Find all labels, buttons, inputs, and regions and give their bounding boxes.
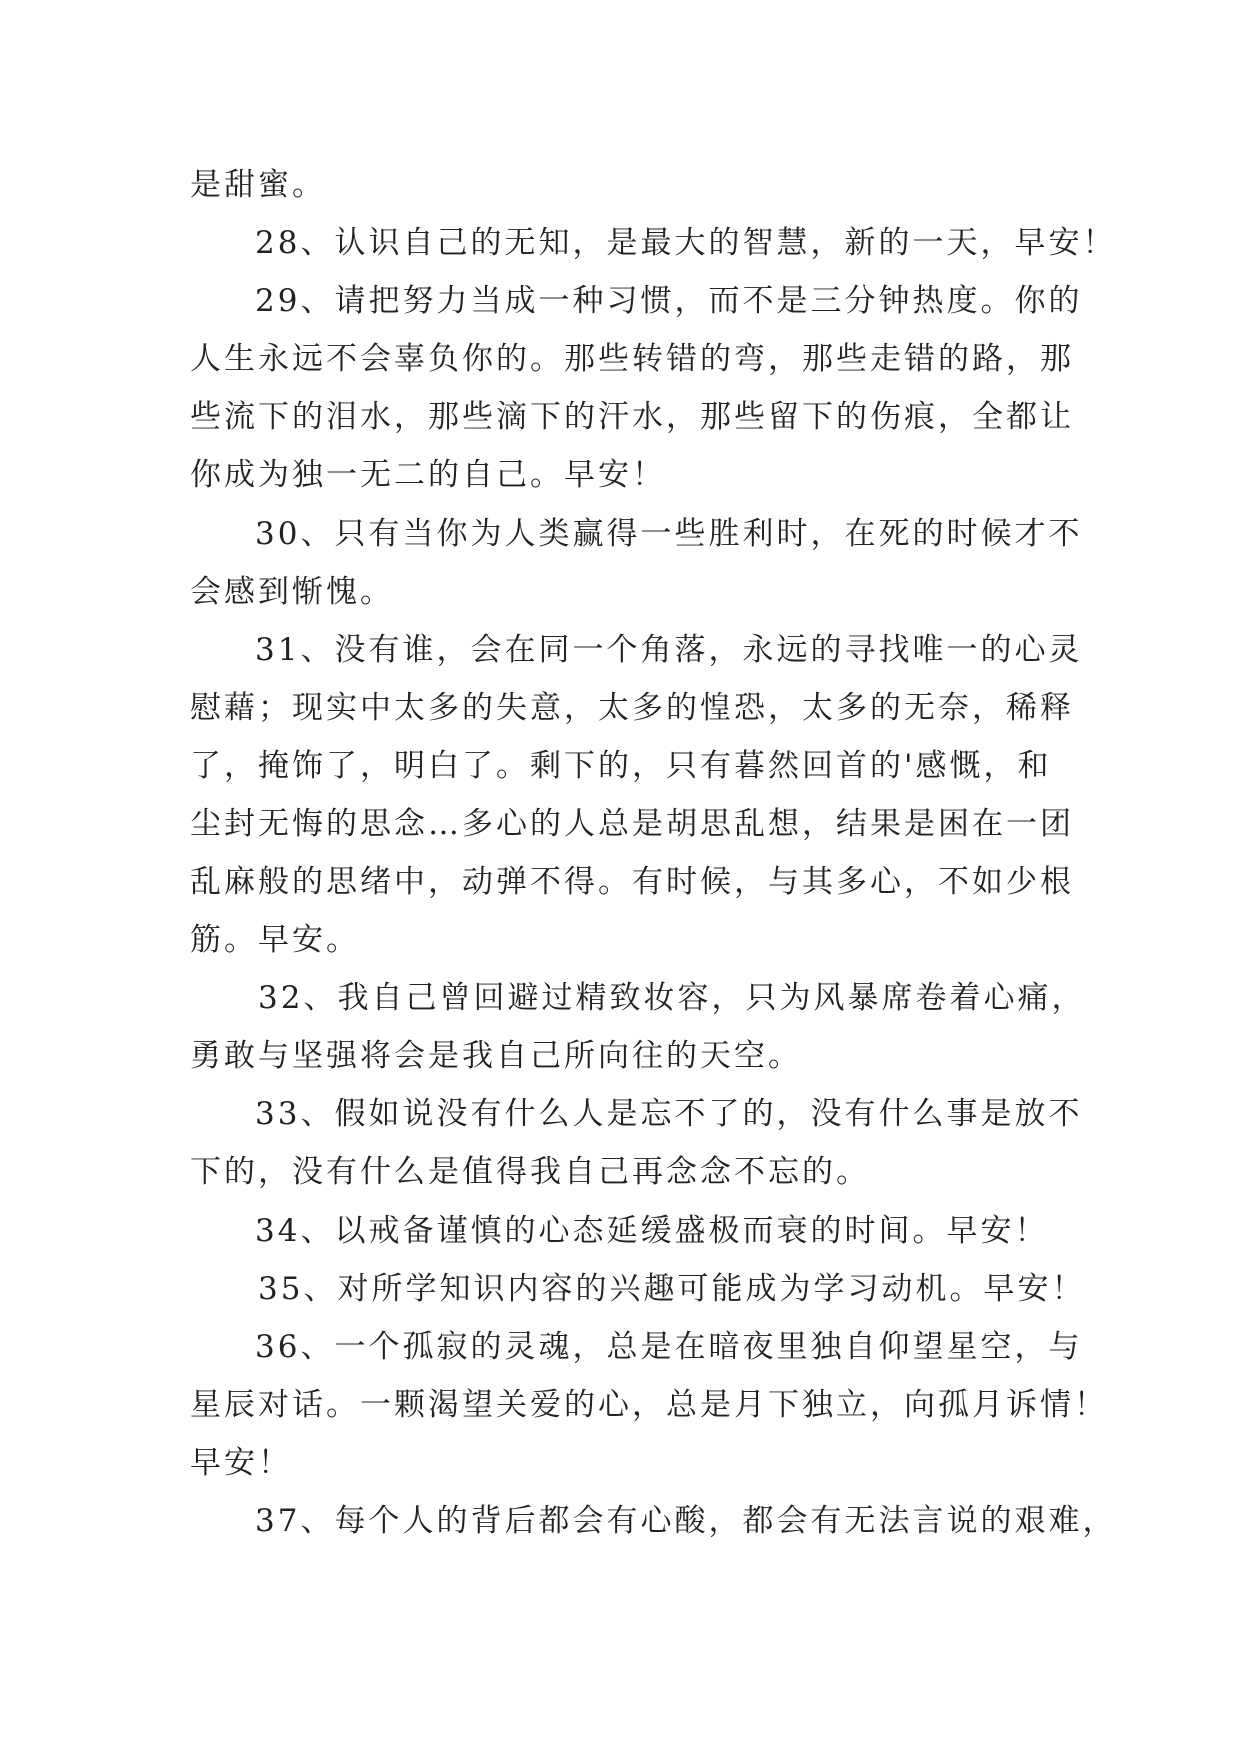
text-line: 33、假如说没有什么人是忘不了的，没有什么事是放不 [255, 1096, 1083, 1132]
text-line: 筋。早安。 [190, 922, 360, 958]
text-line: 慰藉；现实中太多的失意，太多的惶恐，太多的无奈，稀释 [190, 690, 1074, 726]
text-line: 人生永远不会辜负你的。那些转错的弯，那些走错的路，那 [190, 341, 1074, 377]
text-line: 下的，没有什么是值得我自己再念念不忘的。 [190, 1154, 870, 1190]
text-line: 乱麻般的思绪中，动弹不得。有时候，与其多心，不如少根 [190, 864, 1074, 900]
text-line: 些流下的泪水，那些滴下的汗水，那些留下的伤痕，全都让 [190, 399, 1074, 435]
text-line: 了，掩饰了，明白了。剩下的，只有暮然回首的'感慨，和 [190, 748, 1052, 784]
text-line: 星辰对话。一颗渴望关爱的心，总是月下独立，向孤月诉情！ [190, 1387, 1108, 1423]
text-line: 尘封无悔的思念…多心的人总是胡思乱想，结果是困在一团 [190, 806, 1074, 842]
text-line: 29、请把努力当成一种习惯，而不是三分钟热度。你的 [255, 283, 1083, 319]
text-line: 35、对所学知识内容的兴趣可能成为学习动机。早安！ [258, 1271, 1086, 1307]
text-line: 34、以戒备谨慎的心态延缓盛极而衰的时间。早安！ [255, 1213, 1049, 1249]
text-line: 会感到惭愧。 [190, 574, 394, 610]
text-line: 30、只有当你为人类赢得一些胜利时，在死的时候才不 [255, 516, 1083, 552]
text-line: 28、认识自己的无知，是最大的智慧，新的一天，早安！ [255, 225, 1117, 261]
text-line: 是甜蜜。 [190, 167, 326, 203]
text-line: 勇敢与坚强将会是我自己所向往的天空。 [190, 1038, 802, 1074]
text-line: 37、每个人的背后都会有心酸，都会有无法言说的艰难， [255, 1503, 1117, 1539]
text-line: 31、没有谁，会在同一个角落，永远的寻找唯一的心灵 [255, 632, 1083, 668]
text-line: 你成为独一无二的自己。早安！ [190, 457, 666, 493]
text-line: 36、一个孤寂的灵魂，总是在暗夜里独自仰望星空，与 [255, 1329, 1083, 1365]
text-line: 32、我自己曾回避过精致妆容，只为风暴席卷着心痛， [258, 980, 1086, 1016]
text-line: 早安！ [190, 1445, 292, 1481]
